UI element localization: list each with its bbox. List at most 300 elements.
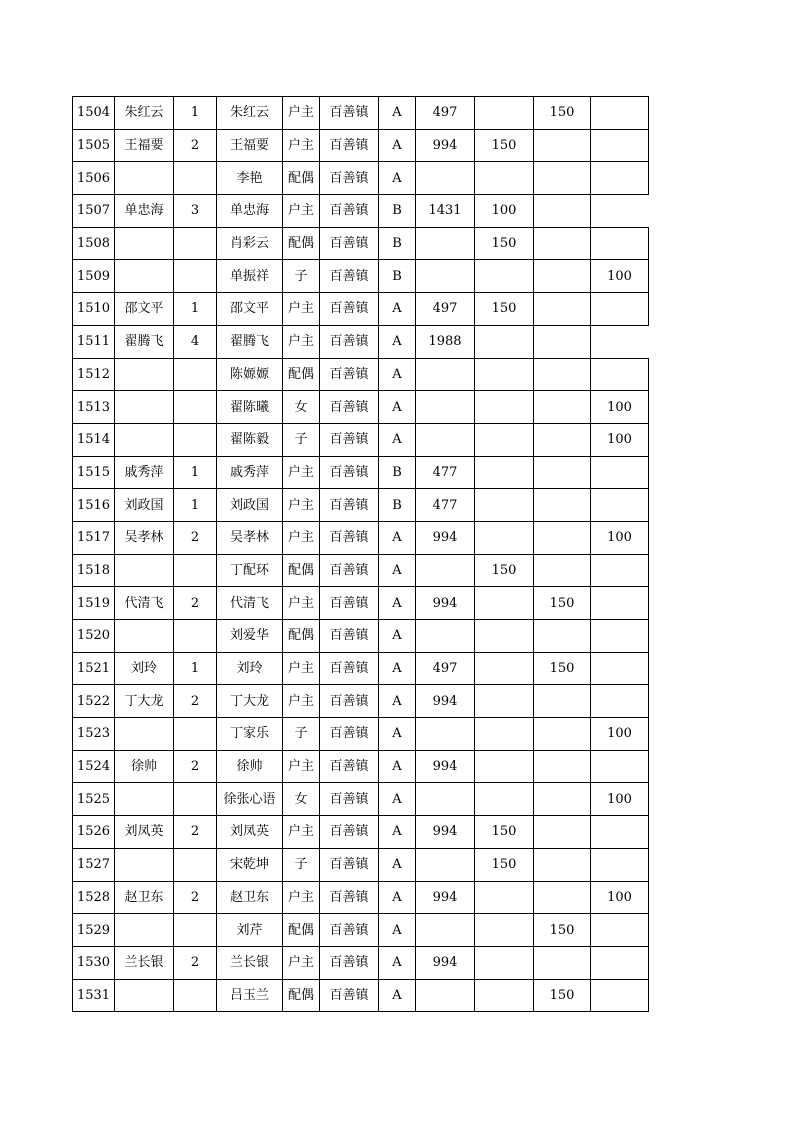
table-cell bbox=[416, 848, 475, 881]
table-cell: 翟腾飞 bbox=[115, 325, 174, 358]
table-cell: 1531 bbox=[73, 979, 115, 1012]
table-cell: A bbox=[379, 587, 416, 620]
table-cell bbox=[475, 358, 534, 391]
table-cell: 翟陈毅 bbox=[217, 423, 283, 456]
table-cell: 497 bbox=[416, 652, 475, 685]
table-cell: 497 bbox=[416, 293, 475, 326]
table-cell: 刘玲 bbox=[115, 652, 174, 685]
table-cell bbox=[115, 718, 174, 751]
table-cell: 百善镇 bbox=[320, 979, 379, 1012]
table-cell bbox=[115, 979, 174, 1012]
table-cell: 1 bbox=[174, 489, 217, 522]
table-cell bbox=[534, 521, 591, 554]
table-cell bbox=[475, 620, 534, 653]
table-cell bbox=[475, 685, 534, 718]
table-cell bbox=[115, 227, 174, 260]
table-cell: 女 bbox=[283, 391, 320, 424]
table-cell: 1522 bbox=[73, 685, 115, 718]
table-cell bbox=[174, 620, 217, 653]
table-row bbox=[73, 97, 649, 130]
table-cell bbox=[115, 554, 174, 587]
table-cell: B bbox=[379, 489, 416, 522]
table-cell bbox=[475, 979, 534, 1012]
table-cell: 子 bbox=[283, 848, 320, 881]
table-cell: 赵卫东 bbox=[217, 881, 283, 914]
table-cell: 单振祥 bbox=[217, 260, 283, 293]
table-cell: 994 bbox=[416, 816, 475, 849]
table-cell bbox=[475, 162, 534, 195]
table-cell: A bbox=[379, 652, 416, 685]
data-table bbox=[72, 96, 649, 1012]
table-cell: A bbox=[379, 293, 416, 326]
table-cell bbox=[475, 489, 534, 522]
table-cell: 1527 bbox=[73, 848, 115, 881]
table-cell bbox=[591, 685, 649, 718]
table-cell: A bbox=[379, 554, 416, 587]
table-cell bbox=[591, 325, 649, 358]
table-cell bbox=[591, 914, 649, 947]
table-cell bbox=[115, 423, 174, 456]
table-cell: 994 bbox=[416, 685, 475, 718]
table-cell: 1518 bbox=[73, 554, 115, 587]
table-cell bbox=[174, 914, 217, 947]
table-cell bbox=[174, 848, 217, 881]
table-cell: 1507 bbox=[73, 195, 115, 228]
table-cell: 朱红云 bbox=[217, 97, 283, 130]
table-cell: 1510 bbox=[73, 293, 115, 326]
table-cell: 150 bbox=[475, 848, 534, 881]
table-cell bbox=[416, 423, 475, 456]
table-cell bbox=[115, 783, 174, 816]
table-cell bbox=[416, 227, 475, 260]
table-cell: 陈嫄嫄 bbox=[217, 358, 283, 391]
table-cell bbox=[174, 391, 217, 424]
table-cell bbox=[534, 848, 591, 881]
table-row bbox=[73, 783, 649, 816]
table-row bbox=[73, 521, 649, 554]
table-cell: B bbox=[379, 456, 416, 489]
table-cell bbox=[475, 456, 534, 489]
table-cell bbox=[475, 783, 534, 816]
table-cell bbox=[475, 750, 534, 783]
table-cell: 百善镇 bbox=[320, 260, 379, 293]
table-cell: A bbox=[379, 914, 416, 947]
table-cell bbox=[591, 162, 649, 195]
table-cell: 配偶 bbox=[283, 358, 320, 391]
table-cell bbox=[534, 129, 591, 162]
table-cell: A bbox=[379, 848, 416, 881]
table-row bbox=[73, 914, 649, 947]
table-cell bbox=[174, 423, 217, 456]
table-cell bbox=[534, 489, 591, 522]
table-cell: 百善镇 bbox=[320, 489, 379, 522]
table-cell bbox=[475, 881, 534, 914]
table-cell bbox=[591, 750, 649, 783]
table-cell bbox=[591, 979, 649, 1012]
table-cell: 497 bbox=[416, 97, 475, 130]
table-cell: A bbox=[379, 946, 416, 979]
table-cell bbox=[174, 260, 217, 293]
table-row bbox=[73, 685, 649, 718]
table-cell: 户主 bbox=[283, 129, 320, 162]
table-cell bbox=[475, 521, 534, 554]
table-cell: A bbox=[379, 750, 416, 783]
table-row bbox=[73, 881, 649, 914]
table-cell: A bbox=[379, 783, 416, 816]
table-cell bbox=[174, 358, 217, 391]
table-cell: 王福要 bbox=[217, 129, 283, 162]
table-cell bbox=[416, 620, 475, 653]
table-cell: 1525 bbox=[73, 783, 115, 816]
table-cell: 百善镇 bbox=[320, 195, 379, 228]
table-cell: 翟陈曦 bbox=[217, 391, 283, 424]
table-cell: 1515 bbox=[73, 456, 115, 489]
table-cell bbox=[475, 587, 534, 620]
table-cell bbox=[416, 914, 475, 947]
table-cell bbox=[174, 783, 217, 816]
table-cell: 百善镇 bbox=[320, 685, 379, 718]
table-cell: 150 bbox=[534, 979, 591, 1012]
table-cell: 徐帅 bbox=[217, 750, 283, 783]
table-cell: 配偶 bbox=[283, 620, 320, 653]
table-cell: 150 bbox=[475, 554, 534, 587]
table-cell: 994 bbox=[416, 587, 475, 620]
table-row bbox=[73, 227, 649, 260]
table-cell: 100 bbox=[591, 718, 649, 751]
table-cell bbox=[534, 358, 591, 391]
table-cell: 1519 bbox=[73, 587, 115, 620]
table-cell: 1529 bbox=[73, 914, 115, 947]
table-cell bbox=[591, 129, 649, 162]
table-cell: 户主 bbox=[283, 97, 320, 130]
table-cell bbox=[591, 652, 649, 685]
table-cell bbox=[115, 620, 174, 653]
table-cell: 户主 bbox=[283, 652, 320, 685]
table-cell bbox=[591, 358, 649, 391]
table-row bbox=[73, 750, 649, 783]
table-cell bbox=[475, 97, 534, 130]
table-cell bbox=[174, 554, 217, 587]
table-cell: 百善镇 bbox=[320, 783, 379, 816]
table-cell: 3 bbox=[174, 195, 217, 228]
table-cell: 配偶 bbox=[283, 914, 320, 947]
table-cell: 百善镇 bbox=[320, 554, 379, 587]
table-cell bbox=[475, 914, 534, 947]
table-cell: 1521 bbox=[73, 652, 115, 685]
table-cell: 百善镇 bbox=[320, 423, 379, 456]
table-cell: 兰长银 bbox=[217, 946, 283, 979]
table-cell: 百善镇 bbox=[320, 652, 379, 685]
table-cell bbox=[534, 195, 591, 228]
table-cell: 百善镇 bbox=[320, 456, 379, 489]
table-cell: 2 bbox=[174, 521, 217, 554]
table-cell bbox=[475, 718, 534, 751]
table-cell: 1509 bbox=[73, 260, 115, 293]
table-cell: B bbox=[379, 195, 416, 228]
table-cell: 1526 bbox=[73, 816, 115, 849]
table-cell: 刘凤英 bbox=[217, 816, 283, 849]
table-cell: 150 bbox=[475, 293, 534, 326]
table-cell: 994 bbox=[416, 881, 475, 914]
table-cell: A bbox=[379, 979, 416, 1012]
table-row bbox=[73, 195, 649, 228]
table-cell: 1 bbox=[174, 652, 217, 685]
table-cell: 1 bbox=[174, 293, 217, 326]
table-cell bbox=[591, 97, 649, 130]
table-cell: 翟腾飞 bbox=[217, 325, 283, 358]
table-cell: 1523 bbox=[73, 718, 115, 751]
table-cell bbox=[416, 783, 475, 816]
table-cell bbox=[475, 946, 534, 979]
table-cell: 1506 bbox=[73, 162, 115, 195]
table-cell bbox=[534, 816, 591, 849]
table-cell: 户主 bbox=[283, 456, 320, 489]
table-cell: 百善镇 bbox=[320, 521, 379, 554]
table-row bbox=[73, 293, 649, 326]
table-cell: 百善镇 bbox=[320, 620, 379, 653]
table-cell: 1511 bbox=[73, 325, 115, 358]
table-cell: 户主 bbox=[283, 293, 320, 326]
table-row bbox=[73, 391, 649, 424]
table-row bbox=[73, 652, 649, 685]
table-row bbox=[73, 489, 649, 522]
table-cell: 代清飞 bbox=[217, 587, 283, 620]
table-cell bbox=[591, 227, 649, 260]
table-cell: 吴孝林 bbox=[217, 521, 283, 554]
table-cell bbox=[534, 456, 591, 489]
table-cell: 百善镇 bbox=[320, 358, 379, 391]
table-cell bbox=[475, 391, 534, 424]
table-cell: A bbox=[379, 162, 416, 195]
table-cell: 1 bbox=[174, 456, 217, 489]
table-cell: 户主 bbox=[283, 489, 320, 522]
table-cell: A bbox=[379, 816, 416, 849]
table-cell bbox=[534, 391, 591, 424]
table-cell: 户主 bbox=[283, 685, 320, 718]
table-cell bbox=[115, 358, 174, 391]
table-row bbox=[73, 620, 649, 653]
table-cell: 百善镇 bbox=[320, 325, 379, 358]
table-body bbox=[73, 97, 649, 1012]
table-cell: 吕玉兰 bbox=[217, 979, 283, 1012]
table-cell: 百善镇 bbox=[320, 129, 379, 162]
table-cell: 2 bbox=[174, 881, 217, 914]
table-cell: 100 bbox=[591, 783, 649, 816]
table-cell bbox=[416, 979, 475, 1012]
table-cell: 2 bbox=[174, 129, 217, 162]
table-cell bbox=[174, 162, 217, 195]
table-cell: A bbox=[379, 325, 416, 358]
table-cell bbox=[115, 391, 174, 424]
table-cell: 百善镇 bbox=[320, 391, 379, 424]
table-cell: 百善镇 bbox=[320, 718, 379, 751]
table-cell: 1516 bbox=[73, 489, 115, 522]
table-row bbox=[73, 260, 649, 293]
table-cell: B bbox=[379, 227, 416, 260]
table-cell bbox=[534, 227, 591, 260]
table-cell: 丁大龙 bbox=[217, 685, 283, 718]
table-cell: 100 bbox=[591, 423, 649, 456]
table-cell bbox=[416, 554, 475, 587]
table-cell: 户主 bbox=[283, 521, 320, 554]
table-cell bbox=[534, 620, 591, 653]
table-cell: 150 bbox=[534, 587, 591, 620]
table-cell bbox=[534, 260, 591, 293]
table-cell: 100 bbox=[591, 521, 649, 554]
table-row bbox=[73, 979, 649, 1012]
table-cell bbox=[591, 587, 649, 620]
table-cell: 100 bbox=[591, 881, 649, 914]
table-cell: 刘玲 bbox=[217, 652, 283, 685]
table-cell: 肖彩云 bbox=[217, 227, 283, 260]
table-cell: 百善镇 bbox=[320, 848, 379, 881]
table-cell: 戚秀萍 bbox=[115, 456, 174, 489]
table-cell: A bbox=[379, 685, 416, 718]
table-cell bbox=[115, 162, 174, 195]
table-cell: 女 bbox=[283, 783, 320, 816]
table-cell: 子 bbox=[283, 718, 320, 751]
table-row bbox=[73, 587, 649, 620]
table-cell: 百善镇 bbox=[320, 227, 379, 260]
table-row bbox=[73, 162, 649, 195]
table-cell: 户主 bbox=[283, 946, 320, 979]
table-cell bbox=[591, 620, 649, 653]
table-cell bbox=[534, 162, 591, 195]
table-cell: 配偶 bbox=[283, 554, 320, 587]
table-cell bbox=[534, 946, 591, 979]
table-cell: 994 bbox=[416, 521, 475, 554]
table-cell: 配偶 bbox=[283, 162, 320, 195]
table-cell: A bbox=[379, 718, 416, 751]
table-cell bbox=[591, 946, 649, 979]
table-cell: 1524 bbox=[73, 750, 115, 783]
table-cell: 1520 bbox=[73, 620, 115, 653]
table-cell: 477 bbox=[416, 456, 475, 489]
table-cell: 丁配环 bbox=[217, 554, 283, 587]
table-cell: 宋乾坤 bbox=[217, 848, 283, 881]
table-cell: 2 bbox=[174, 587, 217, 620]
table-cell bbox=[591, 848, 649, 881]
table-cell: 150 bbox=[534, 97, 591, 130]
table-cell: 刘政国 bbox=[115, 489, 174, 522]
table-cell: 1504 bbox=[73, 97, 115, 130]
table-cell: 徐张心语 bbox=[217, 783, 283, 816]
table-cell bbox=[174, 718, 217, 751]
table-cell: 994 bbox=[416, 750, 475, 783]
table-cell: 百善镇 bbox=[320, 587, 379, 620]
table-cell: 徐帅 bbox=[115, 750, 174, 783]
table-cell: 百善镇 bbox=[320, 816, 379, 849]
table-cell: 刘芹 bbox=[217, 914, 283, 947]
table-cell: 户主 bbox=[283, 816, 320, 849]
table-cell: 兰长银 bbox=[115, 946, 174, 979]
table-cell: 1 bbox=[174, 97, 217, 130]
table-cell bbox=[534, 423, 591, 456]
table-cell: 刘凤英 bbox=[115, 816, 174, 849]
table-cell bbox=[534, 293, 591, 326]
table-cell: A bbox=[379, 391, 416, 424]
table-cell bbox=[416, 391, 475, 424]
table-cell bbox=[534, 325, 591, 358]
table-cell bbox=[591, 195, 649, 228]
table-cell: 刘政国 bbox=[217, 489, 283, 522]
table-cell bbox=[475, 325, 534, 358]
table-cell: 994 bbox=[416, 129, 475, 162]
table-cell: 100 bbox=[591, 391, 649, 424]
table-cell: 丁家乐 bbox=[217, 718, 283, 751]
table-cell: 子 bbox=[283, 423, 320, 456]
table-row bbox=[73, 456, 649, 489]
table-cell bbox=[591, 816, 649, 849]
table-cell: 1508 bbox=[73, 227, 115, 260]
table-cell: 150 bbox=[534, 914, 591, 947]
table-row bbox=[73, 816, 649, 849]
table-cell: 1431 bbox=[416, 195, 475, 228]
table-cell: 150 bbox=[475, 129, 534, 162]
table-cell: 丁大龙 bbox=[115, 685, 174, 718]
table-cell bbox=[534, 750, 591, 783]
table-cell: 150 bbox=[475, 816, 534, 849]
table-cell: 100 bbox=[591, 260, 649, 293]
table-row bbox=[73, 423, 649, 456]
table-cell bbox=[591, 456, 649, 489]
table-cell bbox=[591, 293, 649, 326]
table-cell bbox=[416, 260, 475, 293]
table-row bbox=[73, 718, 649, 751]
table-cell bbox=[115, 260, 174, 293]
table-cell: 477 bbox=[416, 489, 475, 522]
table-cell: A bbox=[379, 423, 416, 456]
table-cell: 单忠海 bbox=[115, 195, 174, 228]
table-cell: 1513 bbox=[73, 391, 115, 424]
table-cell: 1988 bbox=[416, 325, 475, 358]
table-cell: 刘爱华 bbox=[217, 620, 283, 653]
table-row bbox=[73, 946, 649, 979]
table-cell: 户主 bbox=[283, 750, 320, 783]
table-cell: 户主 bbox=[283, 587, 320, 620]
table-cell: 150 bbox=[475, 227, 534, 260]
table-cell bbox=[591, 489, 649, 522]
table-cell bbox=[475, 260, 534, 293]
table-cell bbox=[591, 554, 649, 587]
table-cell bbox=[534, 685, 591, 718]
table-cell: 百善镇 bbox=[320, 946, 379, 979]
table-cell: 百善镇 bbox=[320, 162, 379, 195]
table-cell: 1505 bbox=[73, 129, 115, 162]
table-cell: 户主 bbox=[283, 325, 320, 358]
table-cell: 4 bbox=[174, 325, 217, 358]
table-cell: 子 bbox=[283, 260, 320, 293]
table-cell: 百善镇 bbox=[320, 750, 379, 783]
table-cell: 赵卫东 bbox=[115, 881, 174, 914]
table-cell: 邵文平 bbox=[217, 293, 283, 326]
table-cell: 2 bbox=[174, 816, 217, 849]
table-cell bbox=[475, 652, 534, 685]
table-cell: 代清飞 bbox=[115, 587, 174, 620]
table-cell: 2 bbox=[174, 946, 217, 979]
table-row bbox=[73, 848, 649, 881]
table-cell: 1512 bbox=[73, 358, 115, 391]
table-cell bbox=[416, 162, 475, 195]
table-cell: 配偶 bbox=[283, 979, 320, 1012]
table-cell: B bbox=[379, 260, 416, 293]
table-cell: 百善镇 bbox=[320, 97, 379, 130]
table-cell: A bbox=[379, 521, 416, 554]
table-cell: 1517 bbox=[73, 521, 115, 554]
table-cell: 李艳 bbox=[217, 162, 283, 195]
table-cell: 王福要 bbox=[115, 129, 174, 162]
table-cell: 吴孝林 bbox=[115, 521, 174, 554]
